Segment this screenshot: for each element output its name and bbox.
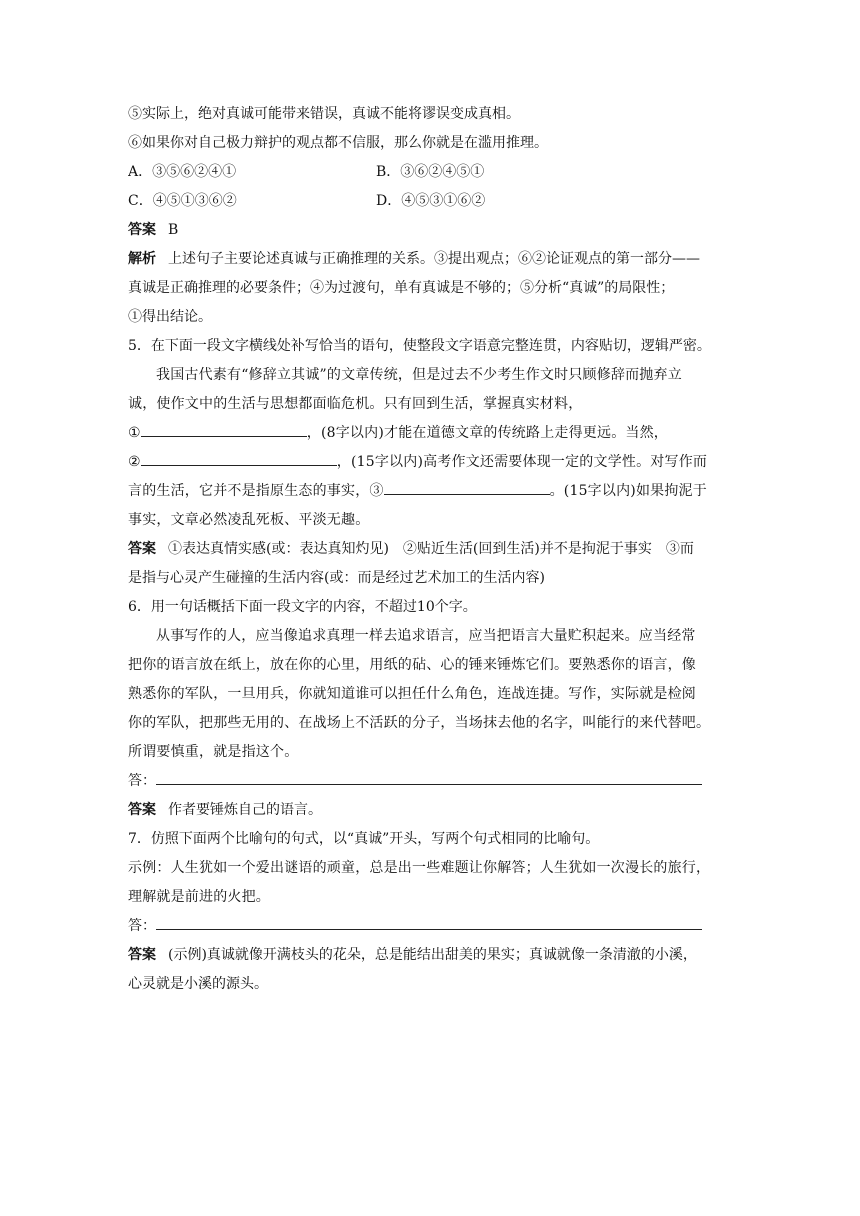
q6-para-line-2: 把你的语言放在纸上，放在你的心里，用纸的砧、心的锤来锤炼它们。要熟悉你的语言，像 (128, 657, 696, 673)
answer-label: 答案 (128, 802, 156, 818)
q5-answer-line-1 (128, 535, 740, 564)
blank-1-after: ，(8字以内)才能在道德文章的传统路上走得更远。当然， (306, 425, 668, 441)
q5-para-line-1: 我国古代素有“修辞立其诚”的文章传统，但是过去不少考生作文时只顾修辞而抛弃立 (156, 367, 682, 383)
options-row-2 (128, 187, 740, 216)
q6-prompt: 6．用一句话概括下面一段文字的内容，不超过10个字。 (128, 599, 477, 615)
blank-3-after: 。(15字以内)如果拘泥于 (549, 483, 707, 499)
q7-example-line-2: 理解就是前进的火把。 (128, 889, 270, 905)
document-content (128, 100, 740, 999)
blank-2-marker: ② (128, 454, 141, 470)
answer-label: 答案 (128, 222, 156, 238)
analysis-label: 解析 (128, 251, 156, 267)
answer-label: 答案 (128, 947, 156, 963)
blank-2[interactable] (141, 449, 337, 466)
option-d: D．④⑤③①⑥② (376, 193, 486, 209)
blank-2-after: ，(15字以内)高考作文还需要体现一定的文学性。对写作而 (336, 454, 708, 470)
q6-para-line-5: 所谓要慎重，就是指这个。 (128, 744, 299, 760)
q7-reply-blank[interactable] (156, 913, 702, 930)
q5-para-line-5 (128, 477, 740, 506)
q6-para-line-1: 从事写作的人，应当像追求真理一样去追求语言，应当把语言大量贮积起来。应当经常 (156, 628, 696, 644)
statement-6: ⑥如果你对自己极力辩护的观点都不信服，那么你就是在滥用推理。 (128, 135, 548, 151)
q4-answer (128, 216, 740, 245)
q5-answer-line-2: 是指与心灵产生碰撞的生活内容(或：而是经过艺术加工的生活内容) (128, 570, 545, 586)
q7-answer-line-1 (128, 941, 740, 970)
option-c: C．④⑤①③⑥② (128, 193, 237, 209)
q6-para-line-3: 熟悉你的军队，一旦用兵，你就知道谁可以担任什么角色，连战连捷。写作，实际就是检阅 (128, 686, 696, 702)
reply-label: 答： (128, 918, 156, 934)
q7-answer-text-1: (示例)真诚就像开满枝头的花朵，总是能结出甜美的果实；真诚就像一条清澈的小溪， (168, 947, 697, 963)
options-row-1 (128, 158, 740, 187)
q7-reply-line (128, 912, 740, 941)
blank-3[interactable] (384, 478, 550, 495)
q4-answer-value: B (168, 222, 179, 238)
q6-para-line-4: 你的军队，把那些无用的、在战场上不活跃的分子，当场抹去他的名字，叫能行的来代替吧。 (128, 715, 711, 731)
q7-prompt: 7．仿照下面两个比喻句的句式，以“真诚”开头，写两个句式相同的比喻句。 (128, 831, 600, 847)
q4-analysis-line-3: ①得出结论。 (128, 309, 212, 325)
blank-1[interactable] (141, 420, 307, 437)
q6-reply-blank[interactable] (156, 768, 702, 785)
q5-prompt: 5．在下面一段文字横线处补写恰当的语句，使整段文字语意完整连贯，内容贴切，逻辑严密。 (128, 338, 711, 354)
q7-example-line-1: 示例：人生犹如一个爱出谜语的顽童，总是出一些难题让你解答；人生犹如一次漫长的旅行， (128, 860, 711, 876)
q5-para-line-2: 诚，使作文中的生活与思想都面临危机。只有回到生活，掌握真实材料， (128, 396, 583, 412)
q4-analysis-line-2: 真诚是正确推理的必要条件；④为过渡句，单有真诚是不够的；⑤分析“真诚”的局限性； (128, 280, 675, 296)
option-b: B．③⑥②④⑤① (376, 164, 485, 180)
q5-answer-text-1: ①表达真情实感(或：表达真知灼见) ②贴近生活(回到生活)并不是拘泥于事实 ③而 (168, 541, 694, 557)
reply-label: 答： (128, 773, 156, 789)
option-a: A．③⑤⑥②④① (128, 164, 237, 180)
q4-analysis-line-1 (128, 245, 740, 274)
q7-answer-line-2: 心灵就是小溪的源头。 (128, 976, 268, 992)
q6-reply-line (128, 767, 740, 796)
q6-answer-text: 作者要锤炼自己的语言。 (168, 802, 322, 818)
q5-para-line-4 (128, 448, 740, 477)
answer-label: 答案 (128, 541, 156, 557)
blank-3-before: 言的生活，它并不是指原生态的事实，③ (128, 483, 384, 499)
statement-5: ⑤实际上，绝对真诚可能带来错误，真诚不能将谬误变成真相。 (128, 106, 520, 122)
q6-answer (128, 796, 740, 825)
q5-para-line-6: 事实，文章必然凌乱死板、平淡无趣。 (128, 512, 370, 528)
q5-para-line-3 (128, 419, 740, 448)
q4-analysis-text-1: 上述句子主要论述真诚与正确推理的关系。③提出观点；⑥②论证观点的第一部分—— (168, 251, 700, 267)
blank-1-marker: ① (128, 425, 141, 441)
